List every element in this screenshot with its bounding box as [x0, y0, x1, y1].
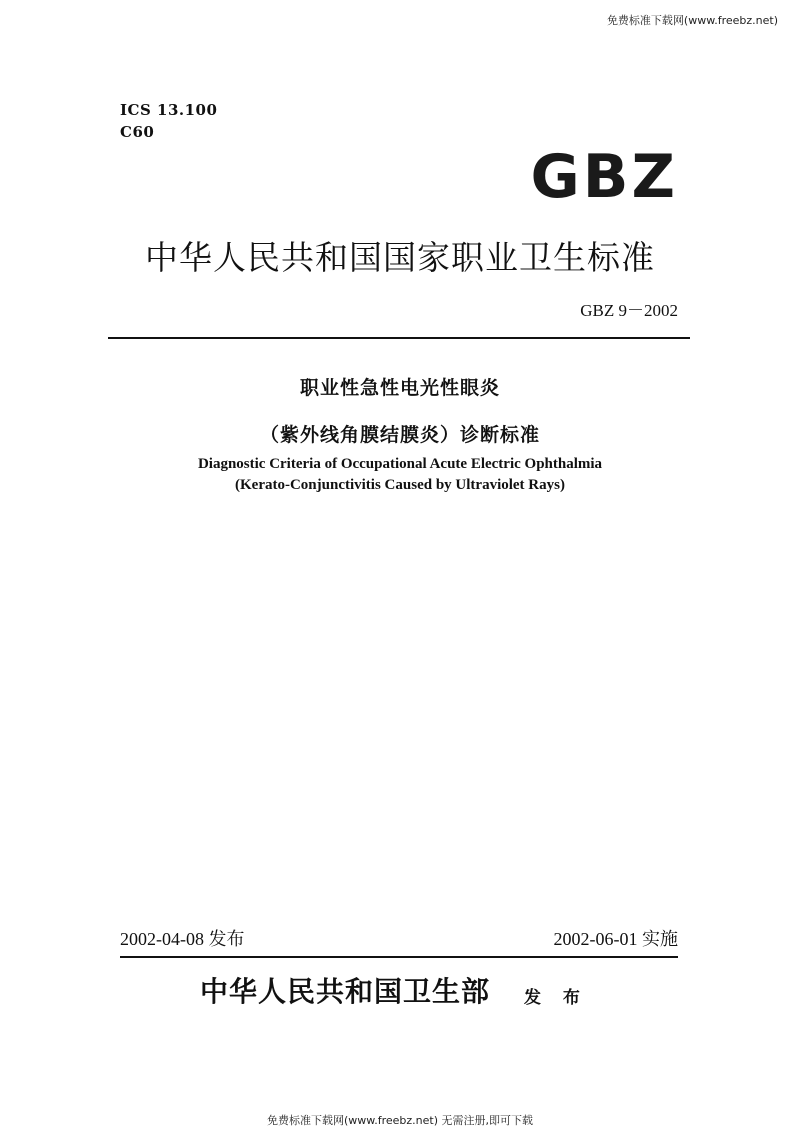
document-title-en-line2: (Kerato-Conjunctivitis Caused by Ultraviolet Rays) [235, 477, 565, 493]
footer-download-link[interactable]: 免费标准下载网(www.freebz.net) 无需注册,即可下载 [266, 1114, 534, 1127]
issuing-authority: 中华人民共和国卫生部 [200, 975, 491, 1008]
document-title-zh-line2: （紫外线角膜结膜炎）诊断标准 [259, 424, 540, 446]
header-download-link[interactable]: 免费标准下载网(www.freebz.net) [606, 14, 778, 27]
ccs-code: C60 [120, 123, 155, 141]
effective-date: 2002-06-01 实施 [553, 929, 678, 949]
document-title-en-line1: Diagnostic Criteria of Occupational Acute Electric Ophthalmia [197, 456, 603, 472]
gbz-logo: GBZ [530, 142, 678, 212]
standard-number: GBZ 9－2002 [580, 301, 678, 320]
issue-date: 2002-04-08 发布 [120, 929, 245, 949]
top-divider [108, 337, 690, 339]
classification-block [120, 99, 217, 143]
ics-code: ICS 13.100 [120, 101, 218, 119]
bottom-divider [120, 956, 678, 958]
document-title-zh-line1: 职业性急性电光性眼炎 [299, 377, 500, 399]
standard-category-title: 中华人民共和国国家职业卫生标准 [145, 238, 655, 277]
issue-action: 发 布 [524, 988, 588, 1008]
